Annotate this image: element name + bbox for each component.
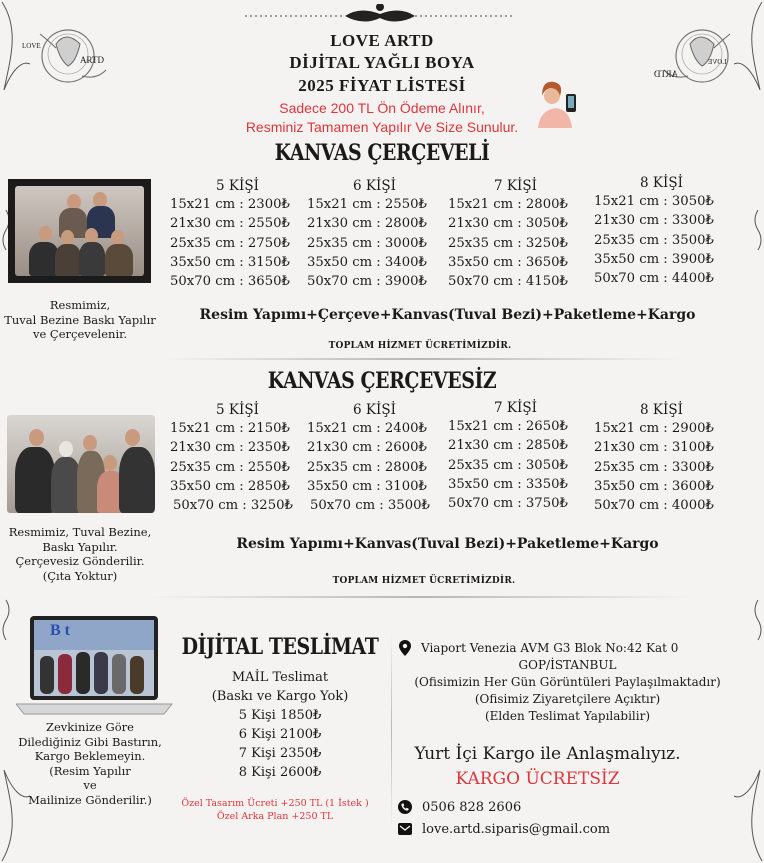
unframed-section-title: KANVAS ÇERÇEVESİZ: [267, 368, 497, 394]
person-face: [59, 441, 73, 457]
column-heading: 6 KİŞİ: [353, 402, 396, 418]
logo-right-text-b: ARTD: [654, 69, 678, 79]
digital-line: 7 Kişi 2350₺: [238, 746, 322, 761]
unframed-price-column-6: [307, 402, 442, 515]
price-row: 35x50 cm : 3650₺: [448, 254, 568, 270]
person-face: [39, 226, 52, 241]
digital-line: 5 Kişi 1850₺: [238, 708, 322, 723]
caption-line: Zevkinize Göre: [46, 720, 134, 734]
caption-line: Kargo Beklemeyin.: [34, 749, 146, 763]
caption-line: Resmimiz,: [49, 298, 111, 312]
cargo-agreement: Yurt İçi Kargo ile Anlaşmalıyız.: [414, 744, 681, 764]
price-row: 25x35 cm : 3300₺: [594, 459, 714, 475]
price-row: 25x35 cm : 3050₺: [448, 457, 568, 473]
price-row: 15x21 cm : 2550₺: [307, 197, 427, 212]
digital-line: (Baskı ve Kargo Yok): [211, 689, 349, 704]
person-body: [79, 242, 105, 276]
header-year-title: 2025 FİYAT LİSTESİ: [298, 76, 466, 95]
caption-line: (Resim Yapılır: [49, 763, 131, 778]
price-row: 25x35 cm : 2800₺: [307, 459, 427, 475]
person-face: [61, 230, 74, 245]
framed-total-note: TOPLAM HİZMET ÜCRETİMİZDİR.: [328, 341, 512, 351]
person-face: [83, 435, 97, 451]
price-row: 50x70 cm : 4150₺: [448, 274, 568, 290]
caption-line: Dilediğiniz Gibi Bastırın,: [18, 734, 162, 749]
price-row: 25x35 cm : 3500₺: [594, 232, 714, 248]
column-heading: 5 KİŞİ: [216, 402, 259, 418]
header-subtitle: DİJİTAL YAĞLI BOYA: [289, 53, 475, 72]
section-divider: [150, 596, 690, 598]
person-body: [55, 244, 81, 276]
caption-line: Baskı Yapılır.: [42, 539, 118, 554]
column-heading: 5 KİŞİ: [216, 178, 259, 194]
free-shipping: KARGO ÜCRETSİZ: [455, 769, 620, 789]
price-row: 21x30 cm : 3100₺: [594, 440, 714, 456]
column-heading: 8 KİŞİ: [640, 402, 683, 418]
address-line-5: (Elden Teslimat Yapılabilir): [484, 709, 651, 723]
caption-line: Resmimiz, Tuval Bezine,: [8, 525, 152, 539]
price-row: 35x50 cm : 3900₺: [594, 251, 714, 267]
ornament-icon: [245, 4, 515, 26]
extra-line: Özel Tasarım Ücreti +250 TL (1 İstek ): [181, 798, 369, 809]
vertical-divider: [391, 630, 392, 830]
price-row: 25x35 cm : 2750₺: [170, 235, 290, 251]
person-face: [103, 455, 117, 471]
unframed-price-column-7: [448, 400, 583, 513]
logo-right-text-a: LOVE: [708, 58, 727, 66]
price-row: 50x70 cm : 3500₺: [310, 498, 430, 514]
price-row: 35x50 cm : 2850₺: [170, 478, 290, 494]
header-brand: LOVE ARTD: [330, 31, 434, 50]
caption-line: Mailinize Gönderilir.): [28, 792, 152, 807]
price-row: 21x30 cm : 2600₺: [307, 440, 427, 456]
price-row: 21x30 cm : 2350₺: [170, 440, 290, 456]
price-row: 50x70 cm : 4400₺: [594, 271, 714, 287]
cupid-logo-icon: [640, 14, 750, 94]
address-line-2: GOP/İSTANBUL: [518, 658, 617, 672]
price-row: 21x30 cm : 3300₺: [594, 213, 714, 229]
digital-line: 6 Kişi 2100₺: [238, 727, 322, 742]
column-heading: 7 KİŞİ: [494, 178, 537, 194]
unframed-price-column-8: [594, 402, 729, 515]
price-row: 15x21 cm : 2800₺: [448, 197, 568, 212]
top-ornament: [245, 4, 515, 29]
column-heading: 7 KİŞİ: [494, 400, 537, 416]
laptop-screen-text: B t: [50, 622, 70, 639]
digital-section-title: DİJİTAL TESLİMAT: [181, 634, 379, 660]
price-row: 35x50 cm : 3350₺: [448, 476, 568, 492]
unframed-caption: [0, 525, 160, 583]
extra-line: Özel Arka Plan +250 TL: [216, 811, 334, 822]
logo-right: [640, 14, 750, 94]
price-row: 15x21 cm : 3050₺: [594, 194, 714, 209]
price-row: 50x70 cm : 3650₺: [170, 274, 290, 290]
price-row: 15x21 cm : 2650₺: [448, 419, 568, 434]
price-row: 35x50 cm : 3400₺: [307, 254, 427, 270]
column-heading: 6 KİŞİ: [353, 178, 396, 194]
price-row: 21x30 cm : 2550₺: [170, 216, 290, 232]
woman-with-phone-illustration: [528, 80, 584, 130]
framed-caption: [0, 298, 160, 342]
digital-line: 8 Kişi 2600₺: [238, 765, 322, 780]
caption-line: ve Çerçevelenir.: [32, 327, 128, 341]
person-face: [111, 230, 124, 245]
unframed-service-line: Resim Yapımı+Kanvas(Tuval Bezi)+Paketleme+Kargo: [236, 536, 659, 552]
framed-price-column-6: [307, 178, 442, 291]
unframed-canvas-photo: [7, 415, 155, 513]
address-line-3: (Ofisimizin Her Gün Görüntüleri Paylaşılmaktadır): [414, 675, 721, 689]
caption-line: Tuval Bezine Baskı Yapılır: [4, 312, 156, 327]
person-face: [125, 429, 140, 446]
digital-price-list: [190, 668, 370, 782]
digital-caption: [0, 720, 180, 807]
person-face: [85, 228, 98, 243]
unframed-price-column-5: [170, 402, 305, 515]
notice-line-1: Sadece 200 TL Ön Ödeme Alınır,: [279, 100, 485, 116]
digital-line: MAİL Teslimat: [231, 670, 329, 685]
price-row: 25x35 cm : 2550₺: [170, 459, 290, 475]
address-line-4: (Ofisimiz Ziyaretçilere Açıktır): [474, 692, 661, 706]
family-portrait-image: [15, 186, 144, 276]
framed-service-line: Resim Yapımı+Çerçeve+Kanvas(Tuval Bezi)+Paketleme+Kargo: [199, 307, 696, 323]
price-row: 50x70 cm : 4000₺: [594, 498, 714, 514]
price-row: 15x21 cm : 2300₺: [170, 197, 290, 212]
unframed-total-note: TOPLAM HİZMET ÜCRETİMİZDİR.: [332, 576, 516, 586]
price-row: 25x35 cm : 3000₺: [307, 235, 427, 251]
framed-section-title: KANVAS ÇERÇEVELİ: [274, 140, 490, 166]
address-line-1: Viaport Venezia AVM G3 Blok No:42 Kat 0: [421, 641, 679, 655]
person-body: [105, 244, 133, 276]
price-row: 25x35 cm : 3250₺: [448, 235, 568, 251]
person-face: [29, 429, 44, 446]
price-row: 50x70 cm : 3250₺: [173, 498, 293, 514]
price-row: 21x30 cm : 3050₺: [448, 216, 568, 232]
section-divider: [160, 358, 680, 360]
price-row: 50x70 cm : 3900₺: [307, 274, 427, 290]
price-row: 21x30 cm : 2800₺: [307, 216, 427, 232]
price-row: 21x30 cm : 2850₺: [448, 438, 568, 454]
caption-line: Çerçevesiz Gönderilir.: [15, 554, 145, 568]
email-address[interactable]: love.artd.siparis@gmail.com: [422, 822, 611, 837]
caption-line: ve: [83, 778, 97, 792]
framed-price-column-5: [170, 178, 305, 291]
caption-line: (Çıta Yoktur): [42, 568, 118, 583]
framed-price-column-7: [448, 178, 583, 291]
logo-left: [20, 14, 130, 94]
laptop-illustration: [16, 614, 174, 718]
digital-extras: [160, 797, 390, 823]
price-row: 15x21 cm : 2900₺: [594, 421, 714, 436]
framed-price-column-8: [594, 175, 729, 288]
price-row: 35x50 cm : 3600₺: [594, 478, 714, 494]
location-pin-icon: [399, 640, 411, 656]
logo-left-text-a: LOVE: [22, 42, 41, 50]
notice-line-2: Resminiz Tamamen Yapılır Ve Size Sunulur.: [245, 119, 519, 135]
price-row: 35x50 cm : 3100₺: [307, 478, 427, 494]
phone-number[interactable]: 0506 828 2606: [422, 800, 522, 815]
person-body: [119, 447, 155, 513]
person-body: [15, 447, 55, 513]
column-heading: 8 KİŞİ: [640, 175, 683, 191]
framed-canvas-photo: [8, 179, 151, 283]
phone-icon: [398, 800, 412, 814]
cupid-logo-icon: [20, 14, 130, 94]
logo-left-text-b: ARTD: [80, 55, 104, 65]
price-row: 35x50 cm : 3150₺: [170, 254, 290, 270]
email-icon: [398, 823, 412, 835]
price-row: 15x21 cm : 2400₺: [307, 421, 427, 436]
price-row: 50x70 cm : 3750₺: [448, 496, 568, 512]
price-row: 15x21 cm : 2150₺: [170, 421, 290, 436]
